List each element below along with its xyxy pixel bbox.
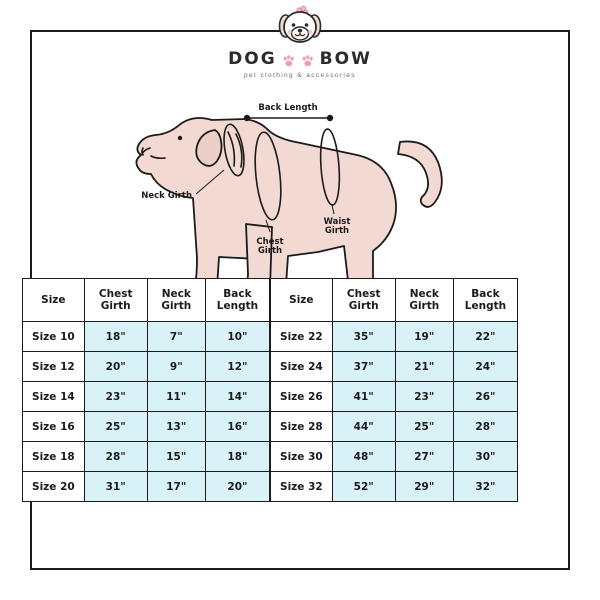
cell-back: 28" [453,412,517,442]
cell-back: 22" [453,322,517,352]
table-row [271,352,518,382]
brand-name-part1: DOG [228,49,277,69]
cell-chest: 28" [84,442,147,472]
svg-text:Chest: Chest [256,237,284,247]
column-header-size: Size [271,279,333,322]
cell-back: 18" [205,442,269,472]
cell-neck: 29" [395,472,453,502]
cell-chest: 41" [332,382,395,412]
cell-neck: 7" [147,322,205,352]
cell-size: Size 10 [23,322,85,352]
size-table-small [22,278,270,502]
cell-size: Size 30 [271,442,333,472]
cell-neck: 13" [147,412,205,442]
table-row [23,412,270,442]
table-row [271,412,518,442]
size-tables [22,278,518,502]
svg-text:Back Length: Back Length [258,103,318,113]
column-header-chest-girth: Chest Girth [332,279,395,322]
cell-neck: 25" [395,412,453,442]
column-header-size: Size [23,279,85,322]
svg-text:Neck Girth: Neck Girth [141,191,192,201]
cell-back: 14" [205,382,269,412]
table-row [23,382,270,412]
cell-size: Size 14 [23,382,85,412]
cell-back: 12" [205,352,269,382]
cell-back: 32" [453,472,517,502]
cell-neck: 15" [147,442,205,472]
cell-chest: 18" [84,322,147,352]
cell-chest: 48" [332,442,395,472]
table-header-row [271,279,518,322]
table-row [271,322,518,352]
table-row [271,382,518,412]
brand-wordmark [0,49,600,69]
cell-neck: 21" [395,352,453,382]
cell-chest: 25" [84,412,147,442]
cell-neck: 19" [395,322,453,352]
table-row [271,442,518,472]
cell-chest: 35" [332,322,395,352]
cell-size: Size 22 [271,322,333,352]
cell-neck: 9" [147,352,205,382]
brand-logo [0,4,600,79]
column-header-back-length: Back Length [205,279,269,322]
cell-back: 20" [205,472,269,502]
table-row [23,352,270,382]
cell-neck: 11" [147,382,205,412]
table-row [23,472,270,502]
brand-name-part2: BOW [319,49,372,69]
table-row [23,442,270,472]
paw-print-icon-2 [301,53,315,67]
cell-chest: 44" [332,412,395,442]
cell-size: Size 32 [271,472,333,502]
cell-size: Size 20 [23,472,85,502]
cell-chest: 23" [84,382,147,412]
svg-text:Girth: Girth [257,246,283,256]
column-header-back-length: Back Length [453,279,517,322]
column-header-neck-girth: Neck Girth [147,279,205,322]
paw-print-icon [282,53,296,67]
cell-neck: 27" [395,442,453,472]
svg-text:Girth: Girth [324,226,350,236]
svg-text:Waist: Waist [323,217,351,227]
cell-size: Size 26 [271,382,333,412]
dog-measurement-illustration [0,72,540,294]
cell-size: Size 16 [23,412,85,442]
cell-chest: 31" [84,472,147,502]
cell-size: Size 28 [271,412,333,442]
cell-size: Size 18 [23,442,85,472]
table-header-row [23,279,270,322]
size-table-large [270,278,518,502]
cell-neck: 17" [147,472,205,502]
table-row [23,322,270,352]
column-header-chest-girth: Chest Girth [84,279,147,322]
cell-back: 24" [453,352,517,382]
table-row [271,472,518,502]
cell-back: 30" [453,442,517,472]
cell-chest: 20" [84,352,147,382]
cell-size: Size 12 [23,352,85,382]
cell-chest: 52" [332,472,395,502]
column-header-neck-girth: Neck Girth [395,279,453,322]
dog-face-icon [270,4,330,48]
cell-size: Size 24 [271,352,333,382]
cell-back: 26" [453,382,517,412]
cell-back: 16" [205,412,269,442]
cell-chest: 37" [332,352,395,382]
brand-tagline: pet clothing & accessories [244,72,356,79]
cell-back: 10" [205,322,269,352]
cell-neck: 23" [395,382,453,412]
back-length-measure [244,103,333,121]
